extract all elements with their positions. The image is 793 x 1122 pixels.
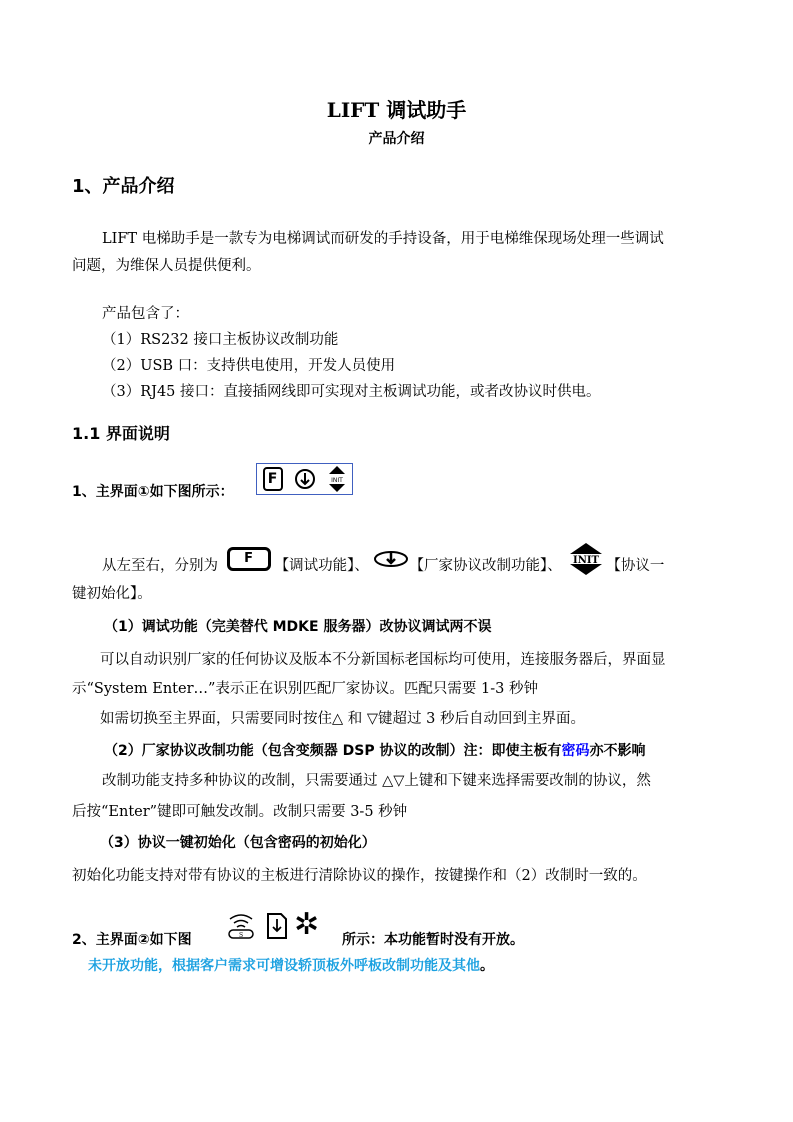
text: 键超过 3 秒后自动回到主界面。 (378, 711, 585, 727)
note-line (88, 956, 494, 976)
down-arrow-circle-icon (373, 550, 409, 568)
text: 如需切换至主界面，只需要同时按住 (100, 711, 332, 727)
init-updown-icon (566, 543, 606, 575)
text: 和 (347, 711, 363, 727)
note-text: 未开放功能，根据客户需求可增设轿顶板外呼板改制功能及其他 (88, 958, 480, 974)
svg-text:INIT: INIT (573, 555, 600, 566)
text: 上键和下键来选择需要改制的协议，然 (404, 773, 651, 789)
subsection-heading: 1.1 界面说明 (72, 424, 170, 443)
feature1-title: （1）调试功能（完美替代 MDKE 服务器）改协议调试两不误 (104, 619, 492, 635)
desc-text: 【调试功能】、 (274, 558, 369, 574)
main2-status: 所示：本功能暂时没有开放。 (342, 932, 524, 948)
f-key-icon: F (227, 547, 271, 571)
desc-line2: 键初始化】。 (72, 586, 152, 602)
text: 亦不影响 (589, 743, 646, 759)
desc-text: 【协议一 (606, 558, 665, 574)
feature1-text: 示“System Enter…”表示正在识别匹配厂家协议。匹配只需要 1-3 秒钟 (72, 681, 538, 697)
wifi-s-icon (226, 910, 256, 940)
feature1-switch (100, 709, 585, 729)
svg-text:INIT: INIT (330, 477, 343, 484)
main1-icon-box (256, 463, 353, 495)
includes-label: 产品包含了： (102, 306, 189, 322)
feature2-text: 后按“Enter”键即可触发改制。改制只需要 3-5 秒钟 (72, 804, 408, 820)
svg-text:S: S (238, 932, 244, 939)
feature2-title (104, 741, 645, 761)
main1-label: 1、主界面①如下图所示： (72, 484, 234, 500)
desc-text: 从左至右，分别为 (102, 558, 218, 574)
up-triangle-icon: △ (332, 711, 344, 727)
intro-line: LIFT 电梯助手是一款专为电梯调试而研发的手持设备，用于电梯维保现场处理一些调试 (102, 231, 664, 247)
gear-icon: ✲ (294, 907, 320, 942)
desc-text: 【厂家协议改制功能】、 (409, 558, 562, 574)
feature3-text: 初始化功能支持对带有协议的主板进行清除协议的操作，按键操作和（2）改制时一致的。 (72, 868, 647, 884)
init-updown-icon (327, 466, 347, 492)
text: 改制功能支持多种协议的改制，只需要通过 (102, 773, 378, 789)
down-triangle-icon: ▽ (393, 773, 405, 789)
password-highlight: 密码 (561, 743, 590, 759)
feature1-text: 可以自动识别厂家的任何协议及版本不分新国标老国标均可使用，连接服务器后，界面显 (100, 652, 666, 668)
include-item: （1）RS232 接口主板协议改制功能 (102, 332, 339, 348)
down-arrow-circle-icon (294, 468, 316, 490)
f-key-icon: F (263, 467, 283, 491)
include-item: （2）USB 口：支持供电使用，开发人员使用 (102, 358, 396, 374)
section-heading: 1、产品介绍 (72, 176, 175, 197)
icons-desc-line (102, 551, 665, 576)
intro-line: 问题，为维保人员提供便利。 (72, 258, 261, 274)
include-item: （3）RJ45 接口：直接插网线即可实现对主板调试功能，或者改协议时供电。 (102, 384, 601, 400)
text: （2）厂家协议改制功能（包含变频器 DSP 协议的改制）注：即使主板有 (104, 743, 562, 759)
doc-title: LIFT 调试助手 (326, 98, 467, 122)
feature2-text (102, 771, 651, 791)
down-triangle-icon: ▽ (366, 711, 379, 727)
main2-label: 2、主界面②如下图 (72, 932, 192, 948)
up-triangle-icon: △ (382, 773, 394, 789)
download-doc-icon (266, 912, 288, 940)
feature3-title: （3）协议一键初始化（包含密码的初始化） (100, 835, 376, 851)
doc-subtitle: 产品介绍 (368, 131, 425, 147)
note-end: 。 (480, 958, 494, 974)
